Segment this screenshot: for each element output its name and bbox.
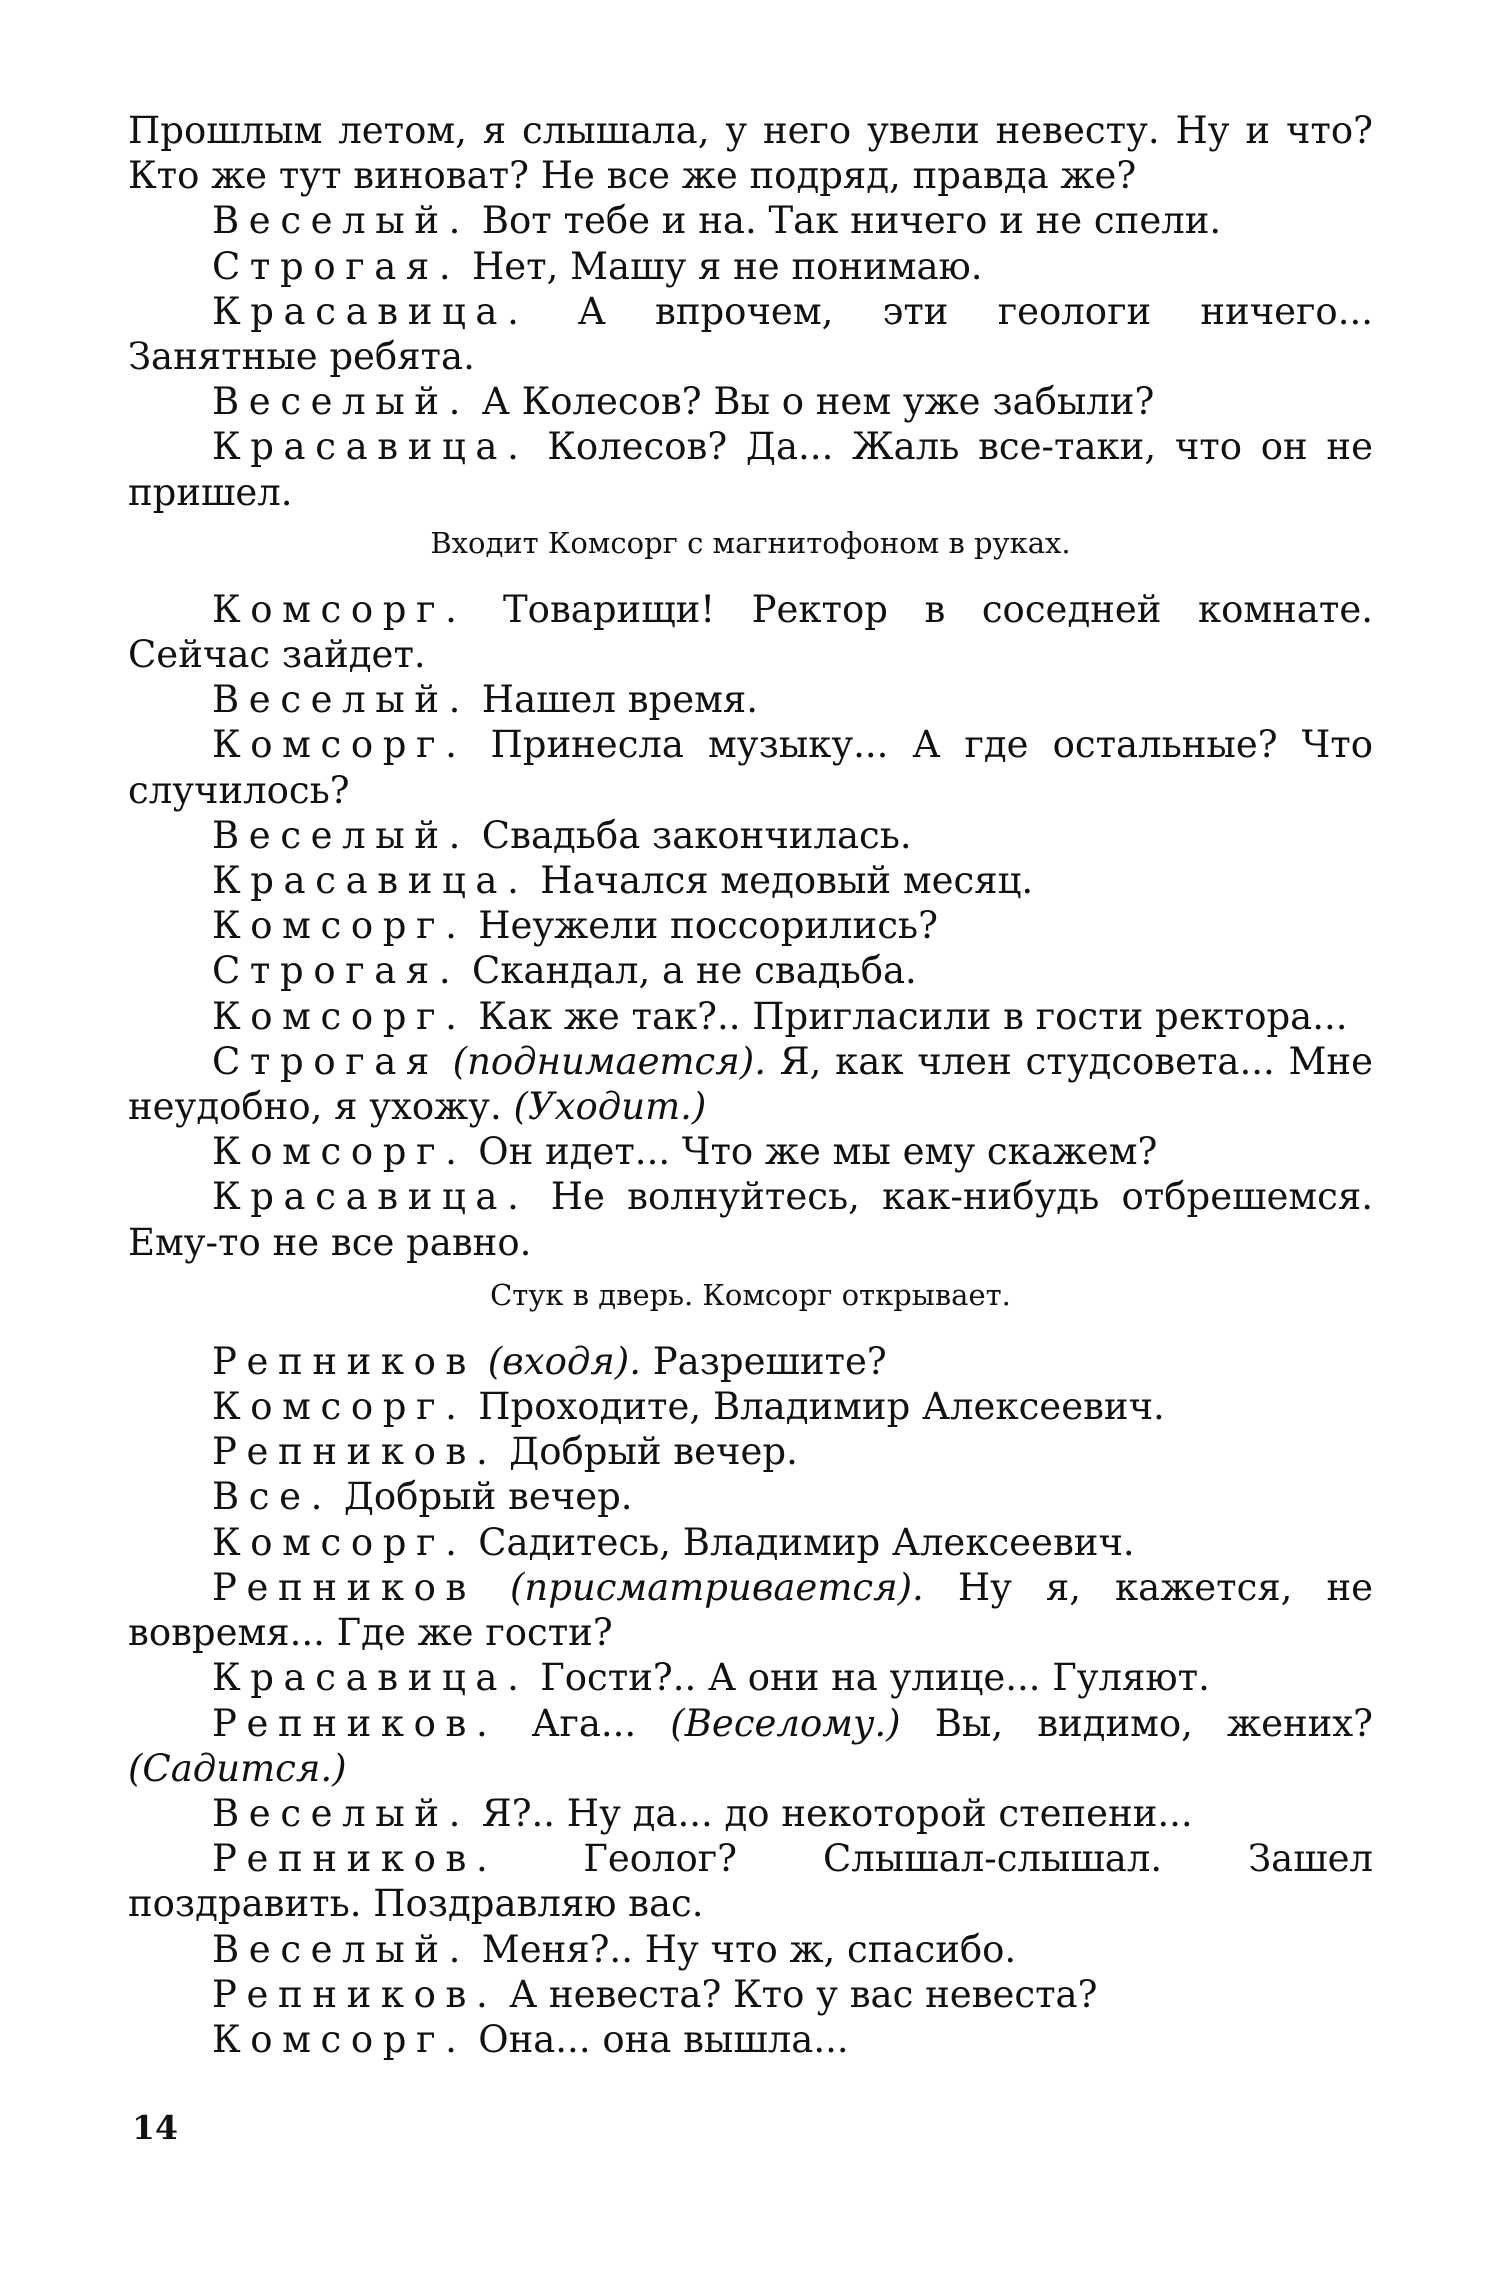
speaker-name: Комсорг. xyxy=(212,723,467,767)
speaker-name: Комсорг. xyxy=(212,994,467,1038)
speech-line: Веселый. Я?.. Ну да... до некоторой степени... xyxy=(212,1791,1193,1835)
speech-line: Веселый. Вот тебе и на. Так ничего и не спели. xyxy=(212,199,1222,243)
speech-line: Комсорг. Принесла музыку... А где остальные? Что случилось? xyxy=(128,723,1373,812)
speaker-name: Репников. xyxy=(212,1430,498,1474)
speech-line: Красавица. А впрочем, эти геологи ничего... Занятные ребята. xyxy=(128,289,1373,379)
speech-line: Строгая (поднимается). Я, как член студсовета... Мне неудобно, я ухожу. (Уходит.) xyxy=(128,1039,1373,1129)
speech-line: Комсорг. Как же так?.. Пригласили в гости ректора... xyxy=(212,994,1348,1038)
speaker-name: Веселый. xyxy=(212,678,471,722)
stage-remark: (входя). xyxy=(475,1339,641,1383)
speaker-name: Комсорг. xyxy=(212,1130,467,1174)
speaker-name: Репников xyxy=(212,1565,476,1609)
stage-remark: (присматривается). xyxy=(475,1565,924,1609)
speech-line: Репников. А невеста? Кто у вас невеста? xyxy=(212,1972,1098,2016)
speech-line: Веселый. Свадьба закончилась. xyxy=(212,813,912,857)
speech-line: Красавица. Гости?.. А они на улице... Гуляют. xyxy=(212,1656,1210,1700)
speech-line: Комсорг. Она... она вышла... xyxy=(212,2017,849,2061)
speech-line: Комсорг. Он идет... Что же мы ему скажем? xyxy=(212,1130,1158,1174)
speaker-name: Красавица. xyxy=(212,289,529,333)
stage-remark: (Садится.) xyxy=(128,1746,347,1790)
speaker-name: Красавица. xyxy=(212,425,529,469)
speech-line: Комсорг. Неужели поссорились? xyxy=(212,904,938,948)
speaker-name: Веселый. xyxy=(212,813,471,857)
speaker-name: Репников xyxy=(212,1339,476,1383)
speaker-name: Строгая. xyxy=(212,949,461,993)
speech-line: Красавица. Колесов? Да... Жаль все-таки, что он не пришел. xyxy=(128,425,1373,514)
speaker-name: Красавица. xyxy=(212,859,529,903)
speaker-name: Красавица. xyxy=(212,1656,529,1700)
speaker-name: Строгая. xyxy=(212,244,461,288)
speaker-name: Веселый. xyxy=(212,1791,471,1835)
speech-line: Репников. Геолог? Слышал-слышал. Зашел поздравить. Поздравляю вас. xyxy=(128,1837,1373,1926)
speaker-name: Строгая xyxy=(212,1039,439,1083)
speaker-name: Репников. xyxy=(212,1972,498,2016)
speech-line: Комсорг. Садитесь, Владимир Алексеевич. xyxy=(212,1520,1135,1564)
speaker-name: Веселый. xyxy=(212,1927,471,1971)
speech-line: Строгая. Скандал, а не свадьба. xyxy=(212,949,917,993)
speech-line: Комсорг. Товарищи! Ректор в соседней комнате. Сейчас зайдет. xyxy=(128,587,1373,677)
page-number: 14 xyxy=(132,2108,178,2147)
speaker-name: Красавица. xyxy=(212,1175,529,1219)
speech-line: Репников. Ага... (Веселому.) Вы, видимо, жених? (Садится.) xyxy=(128,1701,1373,1790)
stage-direction: Входит Комсорг с магнитофоном в руках. xyxy=(430,525,1071,560)
speech-line: Репников (входя). Разрешите? xyxy=(212,1339,887,1383)
speech-line: Комсорг. Проходите, Владимир Алексеевич. xyxy=(212,1385,1165,1429)
speech-line: Репников. Добрый вечер. xyxy=(212,1430,798,1474)
speech-line: Красавица. Не волнуйтесь, как-нибудь отбрешемся. Ему-то не все равно. xyxy=(128,1175,1373,1264)
stage-remark: (поднимается). xyxy=(438,1039,766,1083)
speaker-name: Репников. xyxy=(212,1837,498,1881)
speaker-name: Комсорг. xyxy=(212,1385,467,1429)
speaker-name: Комсорг. xyxy=(212,1520,467,1564)
stage-remark: (Уходит.) xyxy=(513,1085,707,1129)
speaker-name: Веселый. xyxy=(212,380,471,424)
stage-remark: (Веселому.) xyxy=(670,1701,901,1745)
stage-direction: Стук в дверь. Комсорг открывает. xyxy=(490,1277,1011,1312)
speaker-name: Комсорг. xyxy=(212,2017,467,2061)
paragraph-continuation: Прошлым летом, я слышала, у него увели невесту. Ну и что? Кто же тут виноват? Не все же подряд, правда же? xyxy=(128,109,1373,198)
speech-line: Красавица. Начался медовый месяц. xyxy=(212,859,1034,903)
speech-line: Веселый. Меня?.. Ну что ж, спасибо. xyxy=(212,1927,1017,1971)
speaker-name: Комсорг. xyxy=(212,904,467,948)
speech-line: Репников (присматривается). Ну я, кажется, не вовремя... Где же гости? xyxy=(128,1565,1374,1655)
speaker-name: Все. xyxy=(212,1475,333,1519)
speech-line: Строгая. Нет, Машу я не понимаю. xyxy=(212,244,983,288)
document-page xyxy=(128,108,1373,2062)
speech-line: Все. Добрый вечер. xyxy=(212,1475,633,1519)
speaker-name: Веселый. xyxy=(212,199,471,243)
speech-line: Веселый. А Колесов? Вы о нем уже забыли? xyxy=(212,380,1155,424)
speaker-name: Репников. xyxy=(212,1701,498,1745)
speaker-name: Комсорг. xyxy=(212,587,467,631)
speech-line: Веселый. Нашел время. xyxy=(212,678,758,722)
